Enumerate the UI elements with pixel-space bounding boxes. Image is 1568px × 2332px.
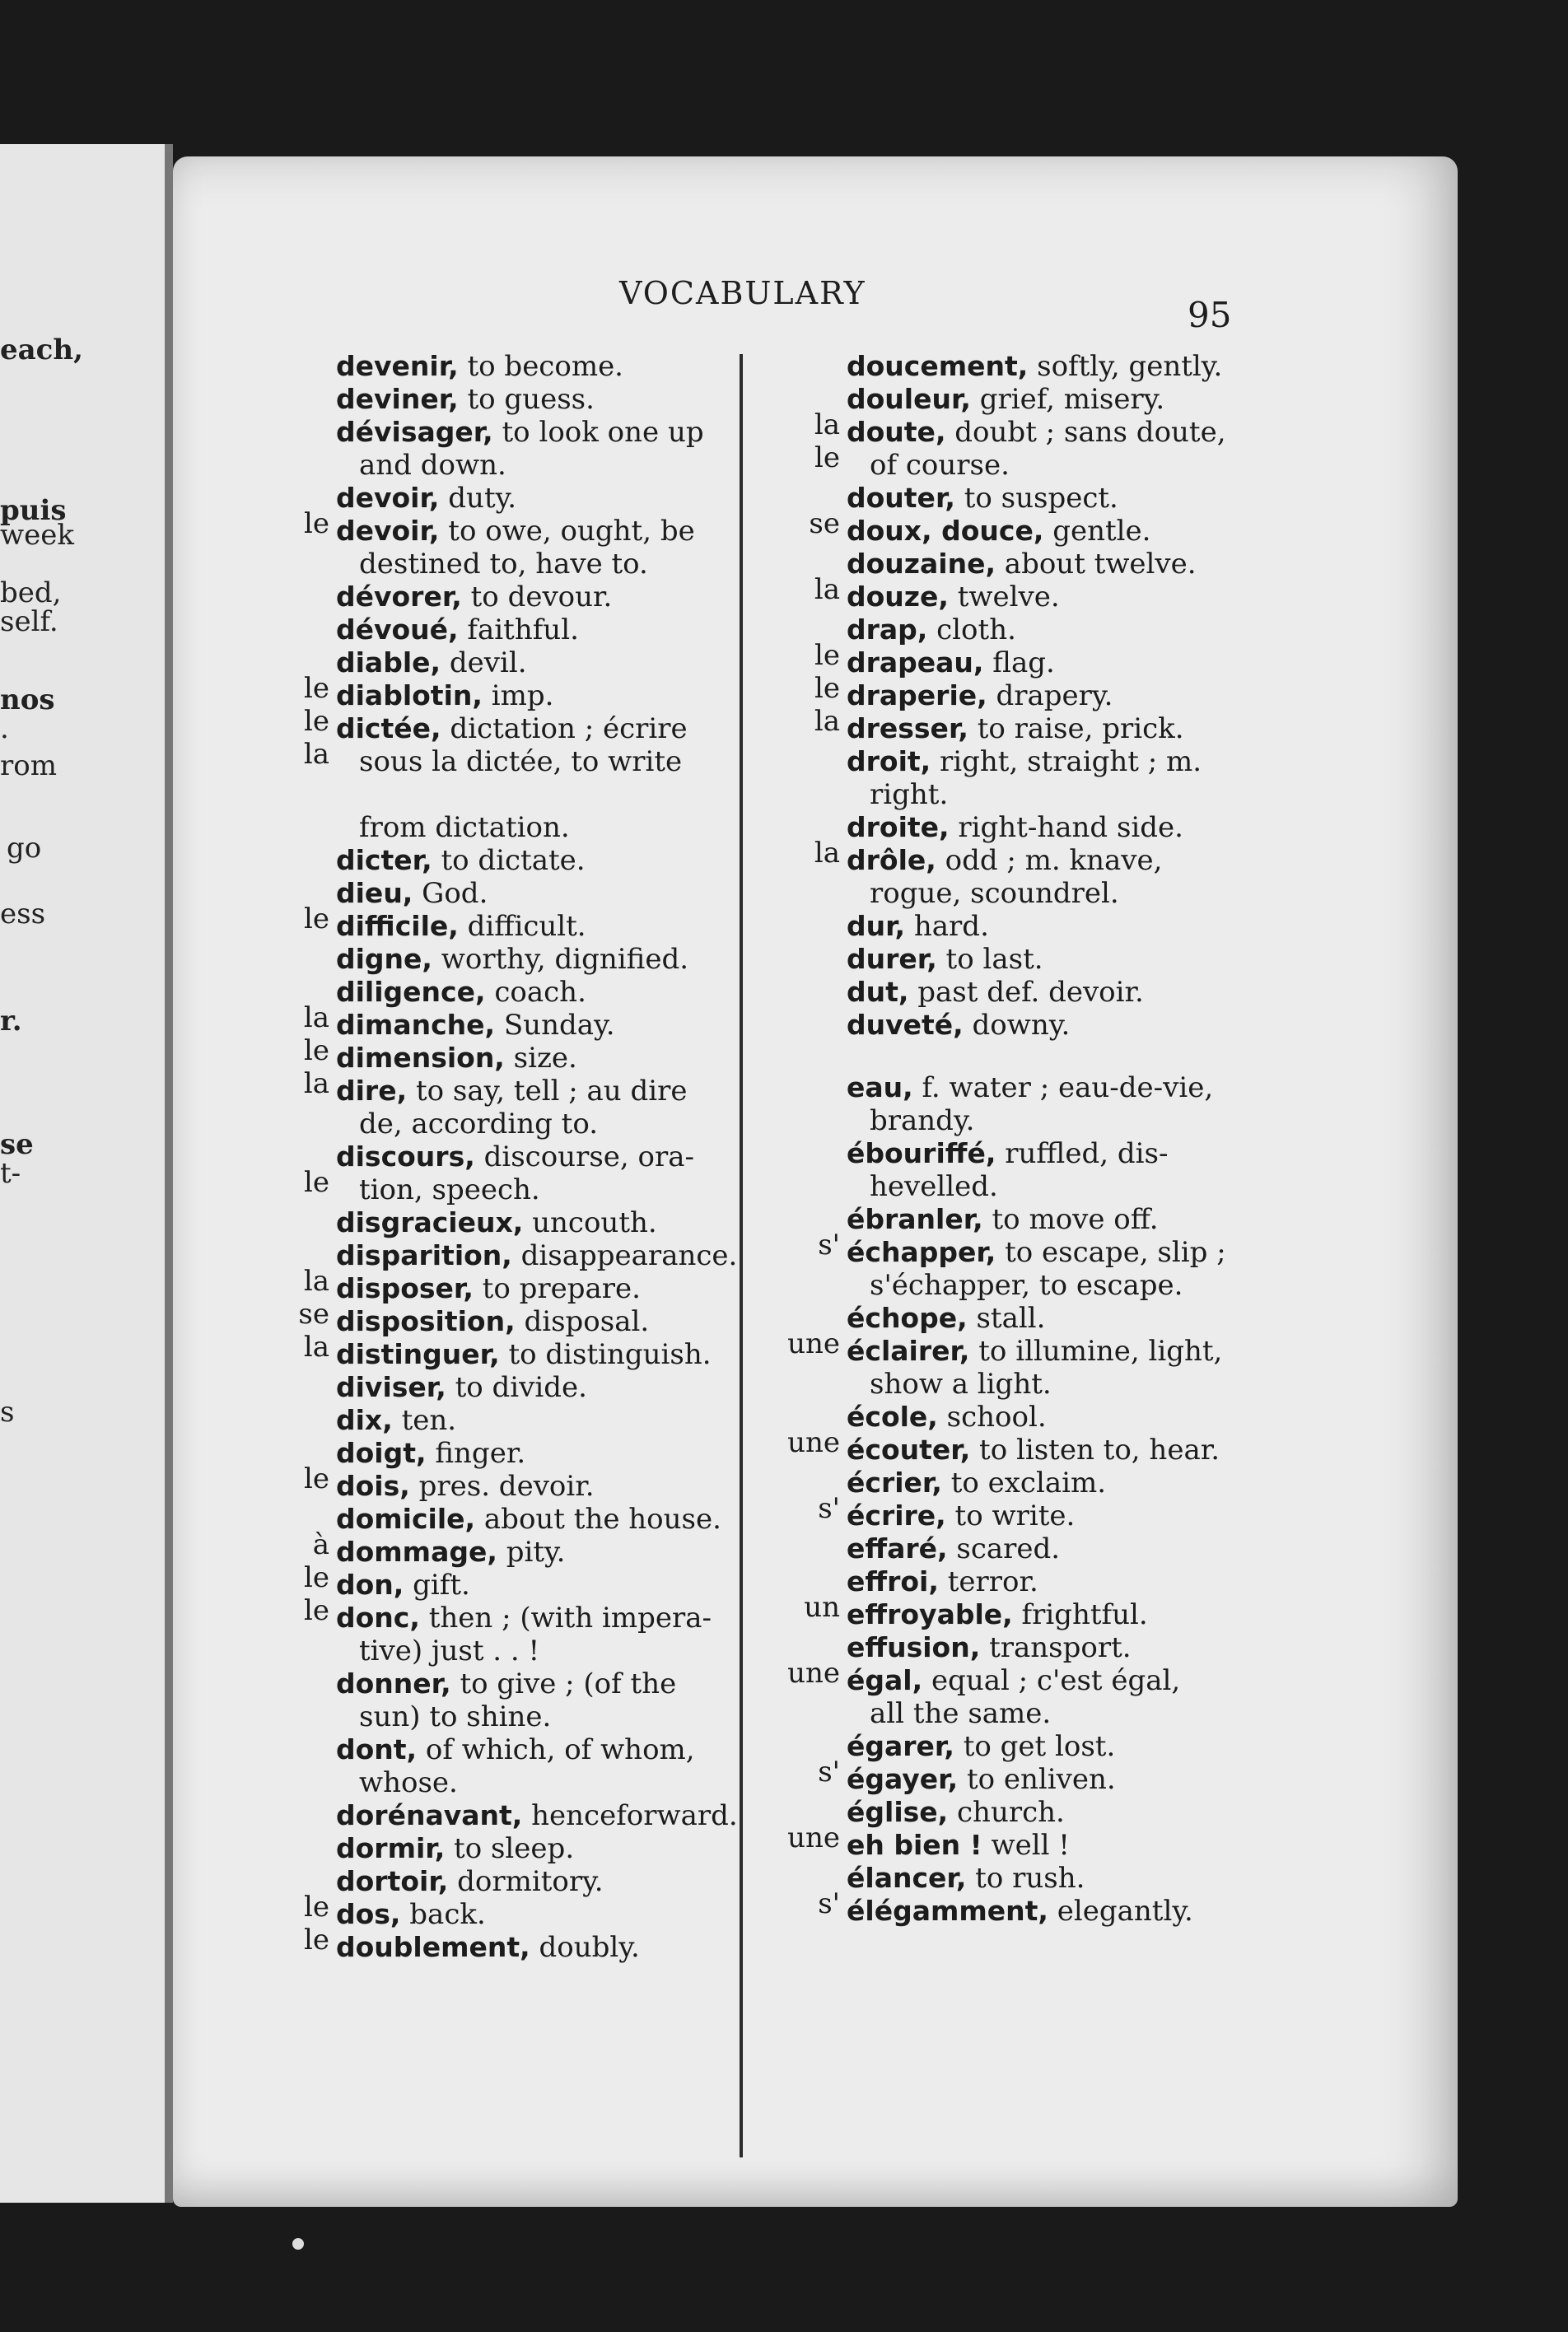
entry-headword: doigt,	[336, 1437, 427, 1469]
prev-page-fragment: ess	[0, 898, 46, 930]
entry-continuation: tion, speech.	[359, 1173, 540, 1206]
entry-headword: dommage,	[336, 1536, 497, 1568]
entry-article: le	[304, 507, 329, 540]
entry-headword: drôle,	[847, 844, 936, 876]
entry-headword: dresser,	[847, 712, 968, 744]
vocab-entry	[239, 515, 782, 581]
entry-headword: école,	[847, 1401, 938, 1433]
entry-definition: cloth.	[936, 613, 1016, 646]
entry-article: la	[303, 738, 329, 771]
entry-definition: disposal.	[524, 1305, 650, 1338]
entry-article: s'	[818, 1756, 840, 1789]
entry-definition: odd ; m. knave,	[945, 844, 1163, 877]
entry-headword: eh bien !	[847, 1829, 982, 1861]
entry-article: le	[304, 1166, 329, 1199]
entry-definition: discourse, ora-	[483, 1140, 694, 1173]
prev-page-fragment: go	[7, 832, 42, 865]
entry-headword: durer,	[847, 943, 937, 975]
entry-article: la	[303, 1265, 329, 1298]
entry-definition: to owe, ought, be	[448, 515, 695, 548]
entry-continuation: whose.	[359, 1766, 458, 1799]
vocab-entry	[733, 1829, 1441, 1862]
entry-definition: dictation ; écrire	[450, 712, 688, 745]
entry-headword: dévorer,	[336, 581, 462, 613]
entry-definition: duty.	[448, 482, 517, 515]
prev-page-fragment: nos	[0, 683, 55, 716]
prev-page-fragment: t-	[0, 1157, 21, 1190]
entry-definition: to look one up	[502, 416, 704, 449]
vocab-entry	[239, 350, 782, 383]
entry-definition: to suspect.	[964, 482, 1118, 515]
vocab-entry	[239, 712, 782, 778]
entry-headword: doublement,	[336, 1931, 530, 1963]
vocab-entry	[239, 943, 782, 976]
vocab-entry	[733, 1598, 1441, 1631]
vocab-entry	[733, 1137, 1441, 1203]
entry-headword: drapeau,	[847, 646, 984, 679]
entry-article: le	[304, 1034, 329, 1067]
entry-headword: écrier,	[847, 1467, 942, 1499]
entry-definition: to illumine, light,	[978, 1335, 1223, 1368]
entry-definition: drapery.	[996, 679, 1113, 712]
vocab-entry	[733, 745, 1441, 811]
entry-definition: terror.	[947, 1565, 1038, 1598]
entry-definition: grief, misery.	[979, 383, 1165, 416]
entry-article: la	[303, 1331, 329, 1364]
prev-page-fragment: week	[0, 519, 74, 552]
entry-article: le	[814, 672, 840, 705]
entry-article: la	[814, 837, 840, 870]
entry-headword: dos,	[336, 1898, 401, 1930]
entry-definition: f. water ; eau-de-vie,	[922, 1071, 1214, 1104]
entry-continuation: s'échapper, to escape.	[870, 1269, 1183, 1302]
entry-article: le	[304, 672, 329, 705]
entry-article: s'	[818, 1887, 840, 1920]
vocab-entry	[733, 1236, 1441, 1302]
entry-headword: doux, douce,	[847, 515, 1044, 547]
vocab-entry	[239, 1733, 782, 1799]
vocab-entry	[733, 1763, 1441, 1796]
vocab-entry	[733, 1664, 1441, 1730]
prev-page-fragment: each,	[0, 333, 83, 366]
entry-definition: disappearance.	[520, 1239, 738, 1272]
entry-headword: discours,	[336, 1140, 475, 1173]
entry-headword: dont,	[336, 1733, 418, 1765]
entry-definition: to give ; (of the	[460, 1667, 677, 1700]
entry-definition: dormitory.	[457, 1865, 604, 1898]
vocab-entry	[733, 1434, 1441, 1467]
entry-headword: dimension,	[336, 1042, 505, 1074]
entry-definition: to prepare.	[482, 1272, 641, 1305]
entry-definition: God.	[422, 877, 488, 910]
entry-definition: to get lost.	[963, 1730, 1116, 1763]
entry-headword: don,	[336, 1569, 404, 1601]
page-speck	[292, 2238, 304, 2250]
entry-article: le	[814, 639, 840, 672]
entry-definition: doubt ; sans doute,	[954, 416, 1226, 449]
entry-headword: ébouriffé,	[847, 1137, 996, 1169]
entry-headword: dictée,	[336, 712, 441, 744]
entry-definition: about the house.	[483, 1503, 721, 1536]
entry-definition: past def. devoir.	[917, 976, 1144, 1009]
vocab-entry	[733, 416, 1441, 482]
entry-headword: dix,	[336, 1404, 393, 1436]
vocab-entry	[239, 1206, 782, 1239]
entry-definition: school.	[946, 1401, 1047, 1434]
entry-definition: to dictate.	[441, 844, 586, 877]
prev-page-fragment: bed,	[0, 576, 62, 609]
page-header: VOCABULARY	[619, 275, 866, 311]
entry-definition: faithful.	[467, 613, 579, 646]
entry-article: le	[304, 1462, 329, 1495]
entry-definition: to become.	[467, 350, 623, 383]
entry-headword: dévoué,	[336, 613, 459, 646]
entry-definition: imp.	[491, 679, 554, 712]
vocab-entry	[733, 844, 1441, 910]
entry-headword: disposition,	[336, 1305, 516, 1337]
entry-headword: échope,	[847, 1302, 968, 1334]
entry-headword: effaré,	[847, 1532, 948, 1565]
entry-continuation: right.	[870, 778, 949, 811]
entry-definition: to say, tell ; au dire	[415, 1075, 688, 1108]
vocab-entry	[239, 1338, 782, 1371]
entry-definition: right, straight ; m.	[940, 745, 1202, 778]
prev-page-fragment: s	[0, 1396, 15, 1429]
entry-headword: égal,	[847, 1664, 923, 1696]
entry-headword: diablotin,	[336, 679, 483, 711]
vocab-entry	[239, 1075, 782, 1140]
vocab-entry	[733, 350, 1441, 383]
entry-article: se	[298, 1298, 329, 1331]
entry-headword: eau,	[847, 1071, 913, 1103]
entry-headword: écouter,	[847, 1434, 971, 1466]
entry-headword: ébranler,	[847, 1203, 983, 1235]
entry-article: la	[303, 1001, 329, 1034]
entry-definition: to last.	[945, 943, 1043, 976]
entry-definition: henceforward.	[531, 1799, 738, 1832]
entry-article: la	[303, 1067, 329, 1100]
entry-definition: scared.	[956, 1532, 1061, 1565]
entry-definition: doubly.	[539, 1931, 640, 1964]
vocab-entry	[733, 1499, 1441, 1532]
entry-headword: digne,	[336, 943, 432, 975]
entry-definition: devil.	[449, 646, 527, 679]
entry-definition: difficult.	[467, 910, 586, 943]
entry-headword: dormir,	[336, 1832, 446, 1864]
entry-headword: dieu,	[336, 877, 413, 909]
entry-definition: to sleep.	[454, 1832, 575, 1865]
entry-definition: to exclaim.	[950, 1467, 1107, 1499]
entry-article: une	[787, 1821, 840, 1854]
prev-page-fragment: self.	[0, 605, 58, 638]
entry-article: se	[809, 507, 840, 540]
entry-headword: dire,	[336, 1075, 408, 1107]
entry-definition: finger.	[435, 1437, 526, 1470]
vocab-entry	[733, 910, 1441, 943]
entry-headword: donc,	[336, 1602, 420, 1634]
entry-definition: back.	[409, 1898, 486, 1931]
vocab-entry	[239, 416, 782, 482]
entry-definition: to divide.	[455, 1371, 587, 1404]
vocab-entry	[733, 1071, 1441, 1137]
entry-definition: to distinguish.	[508, 1338, 712, 1371]
entry-definition: well !	[991, 1829, 1070, 1862]
vocab-entry	[733, 1009, 1441, 1042]
vocabulary-page	[173, 156, 1458, 2207]
entry-headword: dicter,	[336, 844, 432, 876]
entry-article: le	[304, 1891, 329, 1924]
entry-headword: donner,	[336, 1667, 451, 1700]
entry-definition: to enliven.	[966, 1763, 1116, 1796]
entry-headword: duveté,	[847, 1009, 964, 1041]
entry-definition: gentle.	[1052, 515, 1151, 548]
vocab-entry	[239, 1799, 782, 1832]
entry-definition: to move off.	[992, 1203, 1159, 1236]
vocab-entry	[733, 712, 1441, 745]
entry-continuation: tive) just . . !	[359, 1635, 540, 1667]
entry-headword: égarer,	[847, 1730, 954, 1762]
vocab-entry	[733, 1895, 1441, 1928]
entry-definition: softly, gently.	[1037, 350, 1223, 383]
entry-continuation: show a light.	[870, 1368, 1052, 1401]
vocab-entry	[239, 1667, 782, 1733]
vocab-entry	[239, 1470, 782, 1503]
entry-headword: éclairer,	[847, 1335, 970, 1367]
entry-headword: devenir,	[336, 350, 459, 382]
entry-article: une	[787, 1657, 840, 1690]
vocab-entry	[239, 844, 782, 877]
entry-headword: deviner,	[336, 383, 459, 415]
entry-definition: to rush.	[975, 1862, 1085, 1895]
entry-definition: to escape, slip ;	[1005, 1236, 1226, 1269]
entry-definition: church.	[957, 1796, 1065, 1829]
entry-headword: effroyable,	[847, 1598, 1013, 1630]
entry-headword: diviser,	[336, 1371, 446, 1403]
page-number: 95	[1188, 295, 1232, 335]
entry-definition: hard.	[913, 910, 989, 943]
entry-headword: douze,	[847, 581, 949, 613]
entry-definition: worthy, dignified.	[441, 943, 689, 976]
entry-definition: to raise, prick.	[977, 712, 1184, 745]
entry-headword: dimanche,	[336, 1009, 496, 1041]
entry-headword: diable,	[336, 646, 441, 679]
entry-headword: disparition,	[336, 1239, 512, 1271]
prev-page-fragment: puis	[0, 494, 67, 527]
entry-headword: domicile,	[336, 1503, 476, 1535]
entry-definition: coach.	[494, 976, 586, 1009]
entry-headword: écrire,	[847, 1499, 946, 1532]
entry-continuation: all the same.	[870, 1697, 1052, 1730]
previous-page-edge	[0, 144, 173, 2203]
entry-article: s'	[818, 1492, 840, 1525]
left-column	[239, 350, 782, 1964]
entry-definition: pity.	[506, 1536, 566, 1569]
entry-article: la	[814, 408, 840, 441]
entry-definition: twelve.	[957, 581, 1060, 613]
entry-definition: right-hand side.	[958, 811, 1183, 844]
entry-article: une	[787, 1426, 840, 1459]
right-column	[733, 350, 1441, 1928]
vocab-entry	[239, 910, 782, 943]
entry-continuation: sous la dictée, to write	[359, 745, 683, 778]
entry-headword: dévisager,	[336, 416, 493, 448]
entry-headword: droit,	[847, 745, 931, 777]
entry-headword: distinguer,	[336, 1338, 500, 1370]
entry-headword: effusion,	[847, 1631, 981, 1663]
entry-continuation: from dictation.	[359, 811, 570, 844]
entry-headword: doucement,	[847, 350, 1029, 382]
entry-definition: to listen to, hear.	[979, 1434, 1220, 1467]
entry-headword: égayer,	[847, 1763, 959, 1795]
entry-headword: drap,	[847, 613, 928, 646]
entry-definition: Sunday.	[503, 1009, 615, 1042]
entry-headword: effroi,	[847, 1565, 939, 1597]
entry-article: s'	[818, 1229, 840, 1262]
entry-continuation: sun) to shine.	[359, 1700, 552, 1733]
prev-page-fragment: se	[0, 1128, 34, 1161]
entry-definition: then ; (with impera-	[428, 1602, 712, 1635]
entry-headword: élancer,	[847, 1862, 967, 1894]
entry-headword: élégamment,	[847, 1895, 1048, 1927]
entry-headword: disgracieux,	[336, 1206, 524, 1238]
vocab-entry	[239, 778, 782, 844]
entry-continuation: de, according to.	[359, 1108, 599, 1140]
entry-headword: dur,	[847, 910, 906, 942]
entry-headword: dut,	[847, 976, 909, 1008]
entry-definition: transport.	[989, 1631, 1132, 1664]
entry-headword: droite,	[847, 811, 950, 843]
entry-headword: diligence,	[336, 976, 486, 1008]
entry-headword: disposer,	[336, 1272, 474, 1304]
entry-headword: dortoir,	[336, 1865, 449, 1897]
entry-continuation: and down.	[359, 449, 506, 482]
entry-article: le	[304, 1561, 329, 1594]
entry-definition: about twelve.	[1004, 548, 1197, 581]
entry-definition: ruffled, dis-	[1005, 1137, 1169, 1170]
entry-definition: of which, of whom,	[425, 1733, 695, 1766]
entry-headword: église,	[847, 1796, 949, 1828]
vocab-entry	[733, 976, 1441, 1009]
entry-headword: douzaine,	[847, 548, 996, 580]
entry-definition: stall.	[976, 1302, 1046, 1335]
entry-headword: difficile,	[336, 910, 459, 942]
entry-article: le	[304, 902, 329, 935]
entry-definition: ten.	[401, 1404, 457, 1437]
vocab-entry	[733, 943, 1441, 976]
entry-article: le	[304, 1924, 329, 1957]
entry-definition: uncouth.	[532, 1206, 657, 1239]
vocab-entry	[733, 581, 1441, 613]
entry-headword: échapper,	[847, 1236, 996, 1268]
entry-article: un	[804, 1591, 840, 1624]
entry-article: le	[304, 1594, 329, 1627]
entry-article: le	[814, 441, 840, 474]
vocab-entry	[239, 1832, 782, 1865]
entry-continuation: rogue, scoundrel.	[870, 877, 1119, 910]
vocab-entry	[239, 1140, 782, 1206]
entry-article: la	[814, 705, 840, 738]
vocab-entry	[239, 383, 782, 416]
prev-page-fragment: rom	[0, 749, 57, 782]
entry-definition: equal ; c'est égal,	[931, 1664, 1181, 1697]
entry-article: le	[304, 705, 329, 738]
prev-page-fragment: r.	[0, 1005, 22, 1038]
entry-continuation: brandy.	[870, 1104, 975, 1137]
vocab-entry	[239, 1404, 782, 1437]
vocab-entry	[239, 1602, 782, 1667]
vocab-entry	[239, 1931, 782, 1964]
entry-headword: devoir,	[336, 515, 440, 547]
vocab-entry	[239, 1371, 782, 1404]
entry-definition: pres. devoir.	[418, 1470, 595, 1503]
entry-continuation: hevelled.	[870, 1170, 998, 1203]
vocab-entry	[239, 581, 782, 613]
entry-definition: flag.	[992, 646, 1055, 679]
vocab-entry	[239, 613, 782, 646]
entry-definition: size.	[513, 1042, 577, 1075]
entry-definition: to write.	[954, 1499, 1076, 1532]
entry-headword: douleur,	[847, 383, 971, 415]
entry-headword: devoir,	[336, 482, 440, 514]
entry-continuation: of course.	[870, 449, 1010, 482]
entry-continuation: destined to, have to.	[359, 548, 648, 581]
entry-headword: douter,	[847, 482, 955, 514]
entry-definition: gift.	[413, 1569, 470, 1602]
entry-definition: frightful.	[1021, 1598, 1148, 1631]
prev-page-fragment: .	[0, 712, 9, 745]
entry-headword: doute,	[847, 416, 946, 448]
entry-headword: draperie,	[847, 679, 987, 711]
entry-article: une	[787, 1327, 840, 1360]
entry-article: à	[312, 1528, 329, 1561]
entry-headword: dois,	[336, 1470, 410, 1502]
entry-article: la	[814, 573, 840, 606]
vocab-entry	[733, 1335, 1441, 1401]
entry-headword: dorénavant,	[336, 1799, 523, 1831]
entry-definition: downy.	[972, 1009, 1071, 1042]
entry-definition: elegantly.	[1057, 1895, 1193, 1928]
entry-definition: to devour.	[470, 581, 613, 613]
vocab-entry	[733, 515, 1441, 548]
entry-definition: to guess.	[467, 383, 595, 416]
vocab-entry	[733, 1532, 1441, 1565]
